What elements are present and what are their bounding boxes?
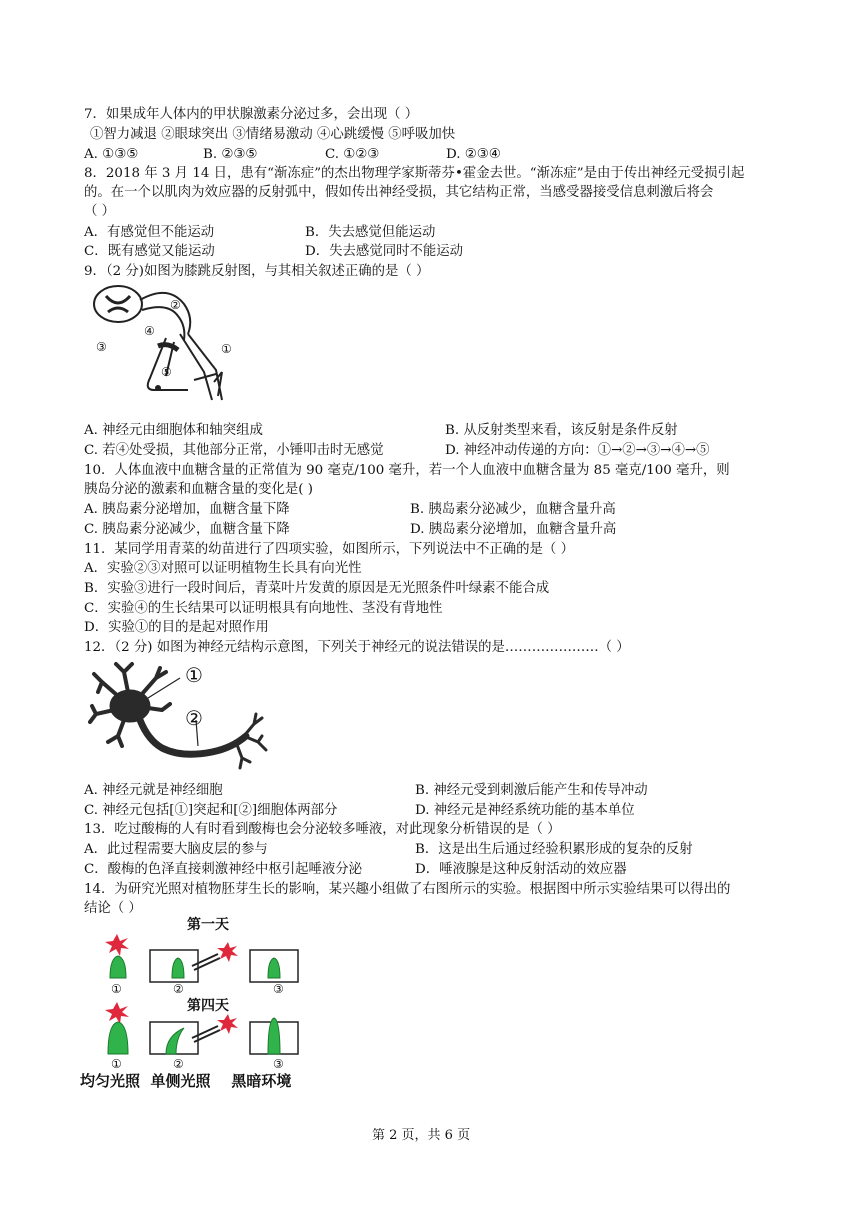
- q11-option-a: A．实验②③对照可以证明植物生长具有向光性: [84, 561, 362, 576]
- q9-option-c: C. 若④处受损，其他部分正常，小锤叩击时无感觉: [84, 443, 384, 458]
- q9-fig-label-3: ③: [96, 340, 107, 354]
- q14-fig-day1: 第一天: [187, 917, 229, 933]
- q10-option-b: B. 胰岛素分泌减少，血糖含量升高: [410, 502, 616, 517]
- q13-option-d: D．唾液腺是这种反射活动的效应器: [415, 862, 627, 877]
- q10-option-c: C. 胰岛素分泌减少，血糖含量下降: [84, 522, 290, 537]
- q9-option-b: B. 从反射类型来看，该反射是条件反射: [445, 423, 678, 438]
- q9-stem: 9．（2 分)如图为膝跳反射图，与其相关叙述正确的是（ ）: [84, 264, 430, 279]
- page-footer: 第 2 页，共 6 页: [372, 1128, 471, 1143]
- q11-stem: 11．某同学用青菜的幼苗进行了四项实验，如图所示，下列说法中不正确的是（ ）: [84, 542, 574, 557]
- q10-stem-line2: 胰岛分泌的激素和血糖含量的变化是( ): [84, 482, 313, 497]
- q9-fig-label-4: ④: [144, 324, 155, 338]
- q11-option-d: D．实验①的目的是起对照作用: [84, 620, 269, 635]
- q9-fig-label-2: ②: [170, 298, 181, 312]
- q7-stem: 7．如果成年人体内的甲状腺激素分泌过多，会出现（ ）: [84, 107, 419, 122]
- q12-fig-label-2: ②: [185, 706, 203, 730]
- q11-option-b: B．实验③进行一段时间后，青菜叶片发黄的原因是无光照条件叶绿素不能合成: [84, 581, 550, 596]
- q12-stem: 12．（2 分) 如图为神经元结构示意图，下列关于神经元的说法错误的是…………………（ ）: [84, 640, 630, 655]
- neuron-structure-figure: [88, 658, 270, 774]
- knee-jerk-reflex-figure: [88, 282, 238, 412]
- q14-fig-day4-num-1: ①: [111, 1057, 122, 1071]
- q13-option-a: A．此过程需要大脑皮层的参与: [84, 842, 268, 857]
- q13-option-b: B．这是出生后通过经验积累形成的复杂的反射: [415, 842, 693, 857]
- q9-fig-label-5: ⑤: [161, 365, 172, 379]
- q10-stem-line1: 10．人体血液中血糖含量的正常值为 90 毫克/100 毫升，若一个人血液中血糖含量为 85 毫克/100 毫升，则: [84, 463, 730, 478]
- q12-fig-label-1: ①: [185, 663, 203, 687]
- q14-fig-day1-num-1: ①: [111, 982, 122, 996]
- q14-fig-day1-num-3: ③: [273, 982, 284, 996]
- q9-fig-label-1: ①: [221, 342, 232, 356]
- q7-option-d: D. ②③④: [446, 147, 501, 162]
- q7-option-a: A. ①③⑤: [84, 147, 139, 162]
- q8-option-b: B．失去感觉但能运动: [305, 225, 436, 240]
- q12-option-b: B. 神经元受到刺激后能产生和传导冲动: [415, 783, 648, 798]
- q7-option-b: B. ②③⑤: [203, 147, 258, 162]
- q8-stem-line1: 8．2018 年 3 月 14 日，患有“渐冻症”的杰出物理学家斯蒂芬•霍金去世。“渐冻症”是由于传出神经元受损引起: [84, 166, 745, 181]
- q8-option-c: C．既有感觉又能运动: [84, 244, 215, 259]
- q7-items: ①智力减退 ②眼球突出 ③情绪易激动 ④心跳缓慢 ⑤呼吸加快: [90, 127, 456, 142]
- q12-option-a: A. 神经元就是神经细胞: [84, 783, 223, 798]
- q14-stem-line1: 14．为研究光照对植物胚芽生长的影响，某兴趣小组做了右图所示的实验。根据图中所示实验结果可以得出的: [84, 882, 731, 897]
- q13-stem: 13．吃过酸梅的人有时看到酸梅也会分泌较多唾液，对此现象分析错误的是（ ）: [84, 822, 561, 837]
- q8-option-a: A．有感觉但不能运动: [84, 225, 215, 240]
- q10-option-d: D. 胰岛素分泌增加，血糖含量升高: [410, 522, 617, 537]
- q7-option-c: C. ①②③: [325, 147, 380, 162]
- q14-stem-line2: 结论（ ）: [84, 901, 142, 916]
- q8-stem-line3: （ ）: [84, 204, 116, 219]
- q8-stem-line2: 的。在一个以肌肉为效应器的反射弧中，假如传出神经受损，其它结构正常，当感受器接受信息刺激后将会: [84, 185, 714, 200]
- seedling-light-experiment-figure: [82, 930, 332, 1070]
- q14-fig-day4-num-2: ②: [173, 1057, 184, 1071]
- q12-option-c: C. 神经元包括[①]突起和[②]细胞体两部分: [84, 803, 338, 818]
- q14-fig-caption: 均匀光照 单侧光照 黑暗环境: [80, 1072, 292, 1090]
- q14-fig-day4: 第四天: [187, 998, 229, 1014]
- q12-option-d: D. 神经元是神经系统功能的基本单位: [415, 803, 635, 818]
- q11-option-c: C．实验④的生长结果可以证明根具有向地性、茎没有背地性: [84, 601, 443, 616]
- q13-option-c: C．酸梅的色泽直接刺激神经中枢引起唾液分泌: [84, 862, 363, 877]
- q14-fig-day4-num-3: ③: [273, 1057, 284, 1071]
- q8-option-d: D．失去感觉同时不能运动: [305, 244, 464, 259]
- q9-option-a: A. 神经元由细胞体和轴突组成: [84, 423, 263, 438]
- q10-option-a: A. 胰岛素分泌增加，血糖含量下降: [84, 502, 290, 517]
- q9-option-d: D. 神经冲动传递的方向：①→②→③→④→⑤: [445, 443, 710, 458]
- q14-fig-day1-num-2: ②: [173, 982, 184, 996]
